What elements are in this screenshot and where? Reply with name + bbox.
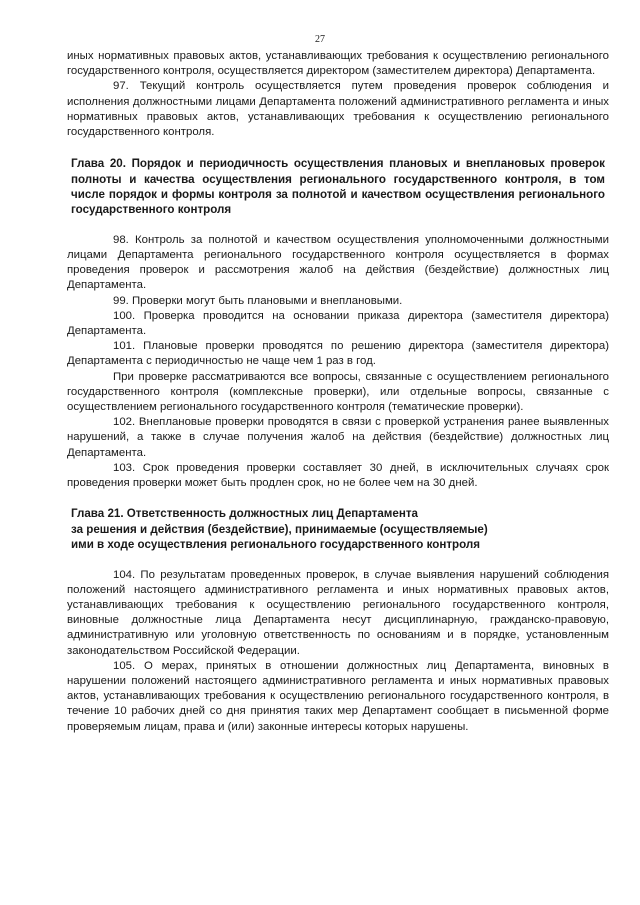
- chapter-21-heading-line: Глава 21. Ответственность должностных лиц Департамента: [71, 507, 418, 521]
- chapter-21-heading: [67, 506, 609, 552]
- chapter-21-heading-line: за решения и действия (бездействие), принимаемые (осуществляемые): [71, 522, 488, 536]
- paragraph-101-continued: При проверке рассматриваются все вопросы, связанные с осуществлением регионального государственного контроля (комплексные проверки), или отдельные вопросы, связанные с осуществлением регионального государственного контроля (тематические проверки).: [67, 370, 609, 414]
- paragraph-102: 102. Внеплановые проверки проводятся в связи с проверкой устранения ранее выявленных нарушений, а также в случае получения жалоб на действия (бездействие) должностных лиц Департамента.: [67, 416, 609, 459]
- page-number: 27: [315, 34, 325, 45]
- paragraph-99: 99. Проверки могут быть плановыми и внеплановыми.: [113, 294, 403, 307]
- paragraph-97: 97. Текущий контроль осуществляется путем проведения проверок соблюдения и исполнения должностными лицами Департамента положений административного регламента и иных нормативных правовых актов, устанавливающих требования к осуществлению регионального государственного контроля.: [67, 80, 609, 139]
- paragraph-103: 103. Срок проведения проверки составляет 30 дней, в исключительных случаях срок проведения проверки может быть продлен срок, но не более чем на 30 дней.: [67, 461, 609, 490]
- paragraph-continuation: иных нормативных правовых актов, устанавливающих требования к осуществлению регионального государственного контроля, осуществляется директором (заместителем директора) Департамента.: [67, 50, 609, 78]
- paragraph-100: 100. Проверка проводится на основании приказа директора (заместителя директора) Департамента.: [67, 309, 609, 338]
- paragraph-105: 105. О мерах, принятых в отношении должностных лиц Департамента, виновных в нарушении положений настоящего административного регламента и иных нормативных правовых актов, устанавливающих требования к осуществлению регионального государственного контроля, в течение 10 рабочих дней со дня принятия таких мер Департамент сообщает в письменной форме проверяемым лицам, права и (или) законные интересы которых нарушены.: [67, 659, 609, 733]
- document-body: [67, 49, 609, 735]
- paragraph-98: 98. Контроль за полнотой и качеством осуществления уполномоченными должностными лицами Департамента регионального государственного контроля осуществляется в формах проведения проверок и рассмотрения жалоб на действия (бездействие) должностных лиц Департамента.: [67, 233, 609, 292]
- chapter-20-heading: Глава 20. Порядок и периодичность осуществления плановых и внеплановых проверок полноты и качества осуществления регионального государственного контроля, в том числе порядок и формы контроля за полнотой и качеством осуществления регионального государственного контроля: [71, 157, 605, 217]
- paragraph-104: 104. По результатам проведенных проверок, в случае выявления нарушений соблюдения положений настоящего административного регламента и иных нормативных правовых актов, устанавливающих требования к осуществлению регионального государственного контроля, виновные должностные лица Департамента несут дисциплинарную, гражданско-правовую, административную или уголовную ответственность по основаниям и в порядке, установленным законодательством Российской Федерации.: [67, 568, 609, 657]
- paragraph-101: 101. Плановые проверки проводятся по решению директора (заместителя директора) Департамента с периодичностью не чаще чем 1 раз в год.: [67, 340, 609, 368]
- chapter-21-heading-line: ими в ходе осуществления регионального государственного контроля: [71, 538, 481, 552]
